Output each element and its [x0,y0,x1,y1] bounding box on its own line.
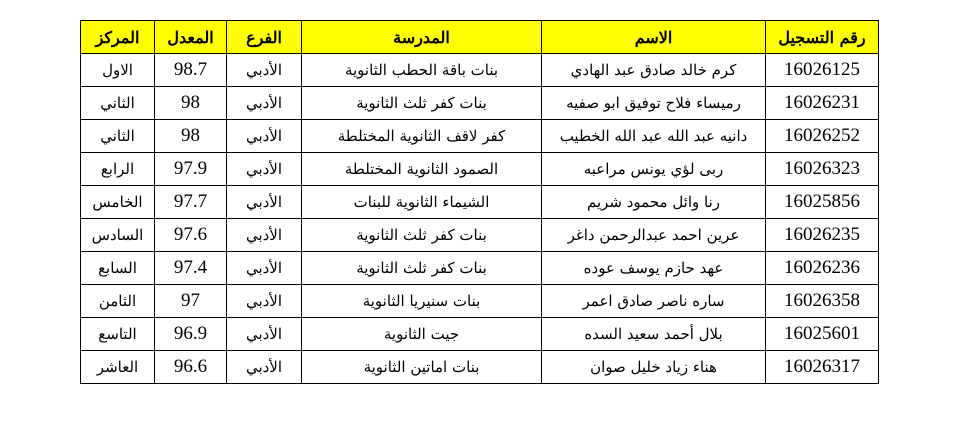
school-cell: بنات كفر ثلث الثانوية [302,252,542,285]
rank-cell: الثاني [81,120,155,153]
school-cell: بنات باقة الحطب الثانوية [302,54,542,87]
rank-cell: العاشر [81,351,155,384]
school-cell: بنات كفر ثلث الثانوية [302,219,542,252]
branch-cell: الأدبي [227,252,302,285]
name-cell: ساره ناصر صادق اعمر [542,285,766,318]
table-row [81,351,879,384]
rank-cell: الثامن [81,285,155,318]
name-cell: كرم خالد صادق عبد الهادي [542,54,766,87]
table-row [81,54,879,87]
rank-cell: الخامس [81,186,155,219]
average-cell: 97.9 [155,153,227,186]
registration-number-cell: 16026235 [766,219,879,252]
average-cell: 96.9 [155,318,227,351]
name-cell: رنا وائل محمود شريم [542,186,766,219]
registration-number-cell: 16026252 [766,120,879,153]
average-cell: 97.6 [155,219,227,252]
registration-number-cell: 16026358 [766,285,879,318]
school-cell: بنات كفر ثلث الثانوية [302,87,542,120]
results-table [80,20,879,384]
average-cell: 98.7 [155,54,227,87]
table-row [81,186,879,219]
registration-number-cell: 16026236 [766,252,879,285]
registration-number-cell: 16026125 [766,54,879,87]
name-cell: هناء زياد خليل صوان [542,351,766,384]
branch-cell: الأدبي [227,120,302,153]
name-cell: رميساء فلاح توفيق ابو صفيه [542,87,766,120]
table-row [81,153,879,186]
school-cell: بنات سنيريا الثانوية [302,285,542,318]
registration-number-cell: 16026323 [766,153,879,186]
rank-cell: التاسع [81,318,155,351]
branch-cell: الأدبي [227,54,302,87]
school-cell: بنات اماتين الثانوية [302,351,542,384]
branch-cell: الأدبي [227,219,302,252]
name-cell: دانيه عبد الله عبد الله الخطيب [542,120,766,153]
registration-number-cell: 16026317 [766,351,879,384]
average-cell: 98 [155,87,227,120]
school-cell: الصمود الثانوية المختلطة [302,153,542,186]
rank-cell: الثاني [81,87,155,120]
branch-cell: الأدبي [227,285,302,318]
table-row [81,120,879,153]
table-row [81,318,879,351]
header-registration-number: رقم التسجيل [766,21,879,54]
rank-cell: السابع [81,252,155,285]
average-cell: 98 [155,120,227,153]
header-name: الاسم [542,21,766,54]
name-cell: عهد حازم يوسف عوده [542,252,766,285]
table-row [81,285,879,318]
name-cell: ربى لؤي يونس مراعبه [542,153,766,186]
header-school: المدرسة [302,21,542,54]
table-row [81,219,879,252]
header-rank: المركز [81,21,155,54]
average-cell: 96.6 [155,351,227,384]
average-cell: 97.7 [155,186,227,219]
header-branch: الفرع [227,21,302,54]
registration-number-cell: 16026231 [766,87,879,120]
rank-cell: الرابع [81,153,155,186]
name-cell: بلال أحمد سعيد السده [542,318,766,351]
branch-cell: الأدبي [227,351,302,384]
header-row [81,21,879,54]
rank-cell: الاول [81,54,155,87]
table-body [81,54,879,384]
school-cell: الشيماء الثانوية للبنات [302,186,542,219]
registration-number-cell: 16025601 [766,318,879,351]
average-cell: 97 [155,285,227,318]
branch-cell: الأدبي [227,153,302,186]
branch-cell: الأدبي [227,186,302,219]
average-cell: 97.4 [155,252,227,285]
table-row [81,87,879,120]
rank-cell: السادس [81,219,155,252]
registration-number-cell: 16025856 [766,186,879,219]
table-header [81,21,879,54]
table-row [81,252,879,285]
school-cell: جيت الثانوية [302,318,542,351]
branch-cell: الأدبي [227,318,302,351]
branch-cell: الأدبي [227,87,302,120]
school-cell: كفر لاقف الثانوية المختلطة [302,120,542,153]
header-average: المعدل [155,21,227,54]
name-cell: عرين احمد عبدالرحمن داغر [542,219,766,252]
